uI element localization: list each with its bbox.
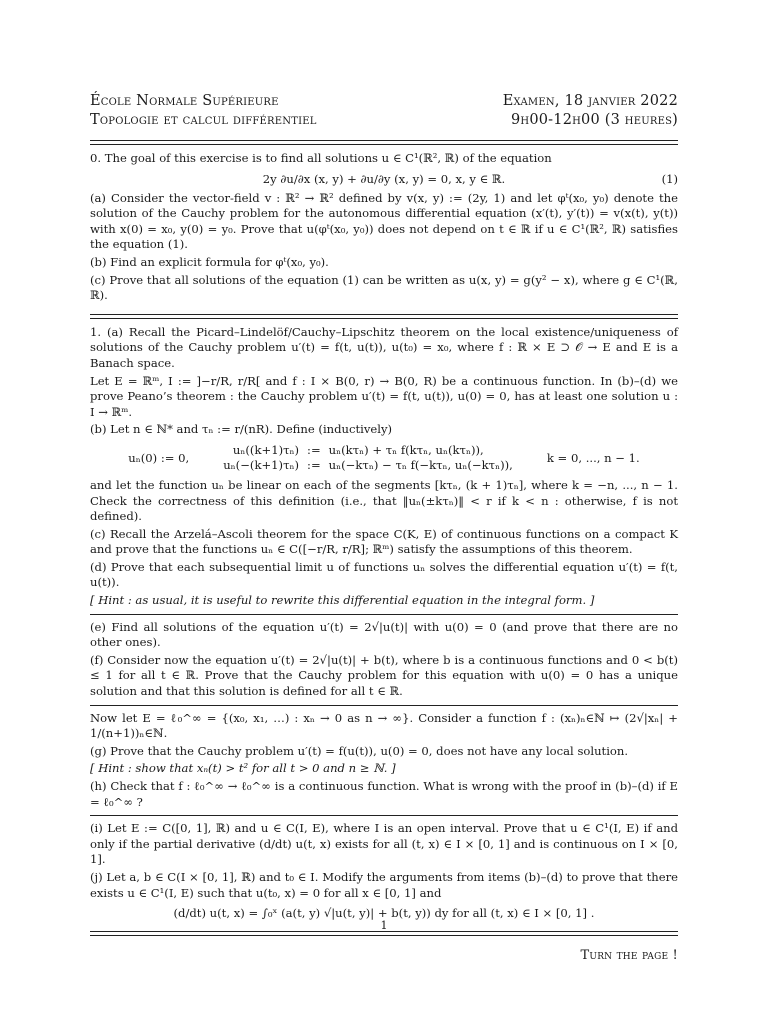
ex0-part-a: (a) Consider the vector-field v : ℝ² → ℝ² defined by v(x, y) := (2y, 1) and let φᵗ(x₀, y₀) denote the solution of the Cauchy problem for the autonomous differential equation (x′(t), y′(t)) = v(x(t), y(t)) with x(0) = x₀, y(0) = y₀. Prove that u(φᵗ(x₀, y₀)) does not depend on t ∈ ℝ if u ∈ C¹(ℝ², ℝ) satisfies the equation (1). [90,190,678,252]
sys-r1-def: := [307,442,321,457]
ex0-part-b: (b) Find an explicit formula for φᵗ(x₀, y₀). [90,254,329,269]
ex1-setup-2: Now let E = ℓ₀^∞ = {(x₀, x₁, …) : xₙ → 0 as n → ∞}. Consider a function f : (xₙ)ₙ∈ℕ ↦ (2√|xₙ| + 1/(n+1))ₙ∈ℕ. [90,710,678,741]
exam-page [90,92,678,963]
ex1-part-d: (d) Prove that each subsequential limit u of functions uₙ solves the differential equation u′(t) = f(t, u(t)). [90,559,678,590]
ex1-part-f: (f) Consider now the equation u′(t) = 2√|u(t)| + b(t), where b is a continuous functions and 0 < b(t) ≤ 1 for all t ∈ ℝ. Prove that the Cauchy problem for this equation with u(0) = 0 has a unique solution and that this solution is defined for all t ∈ ℝ. [90,652,678,699]
ex1-part-b: (b) Let n ∈ ℕ* and τₙ := r/(nR). Define (inductively) [90,422,393,437]
rule [90,705,678,706]
ex1-part-c: (c) Recall the Arzelá–Ascoli theorem for the space C(K, E) of continuous functions on a compact K and prove that the functions uₙ ∈ C([−r/R, r/R]; ℝᵐ) satisfy the assumptions of this theorem. [90,526,678,557]
turn-page-note: Turn the page ! [580,948,678,964]
rule [90,815,678,816]
ex0-intro: 0. The goal of this exercise is to find all solutions u ∈ C¹(ℝ², ℝ) of the equation [90,151,552,165]
equation-1 [90,171,678,187]
sys-table [219,443,517,473]
exam-header [90,92,678,130]
recursion-system [90,443,678,473]
ex1-part-j: (j) Let a, b ∈ C(I × [0, 1], ℝ) and t₀ ∈ I. Modify the arguments from items (b)–(d) to prove that there exists u ∈ C¹(I, E) such that u(t₀, x) = 0 for all x ∈ [0, 1] and [90,869,678,900]
ex1-part-g-hint: [ Hint : show that xₙ(t) > t² for all t > 0 and n ≥ ℕ. ] [90,761,396,776]
sys-r1-lhs: uₙ((k+1)τₙ) [232,442,300,457]
ex1-setup: Let E = ℝᵐ, I := ]−r/R, r/R[ and f : I × B(0, r) → B(0, R) be a continuous function. In (b)–(d) we prove Peano’s theorem : the Cauchy problem u′(t) = f(t, u(t)), u(0) = 0, has at least one solution u : I → ℝᵐ. [90,373,678,419]
course-name: Topologie et calcul différentiel [90,112,317,128]
sys-range: k = 0, ..., n − 1. [546,450,640,465]
equation-1-number: (1) [661,171,678,186]
exam-time: 9h00-12h00 (3 heures) [510,112,678,128]
exam-date: Examen, 18 janvier 2022 [502,93,678,109]
ex1-part-g: (g) Prove that the Cauchy problem u′(t) = f(u(t)), u(0) = 0, does not have any local solution. [90,743,629,758]
sys-r2-def: := [307,457,321,472]
ex1-part-h: (h) Check that f : ℓ₀^∞ → ℓ₀^∞ is a continuous function. What is wrong with the proof in (b)–(d) if E = ℓ₀^∞ ? [90,779,678,809]
sys-r2-lhs: uₙ(−(k+1)τₙ) [223,457,300,472]
ex0-part-c: (c) Prove that all solutions of the equation (1) can be written as u(x, y) = g(y² − x), where g ∈ C¹(ℝ, ℝ). [90,272,678,303]
school-name: École Normale Supérieure [90,93,279,109]
sys-initial: uₙ(0) := 0, [128,450,190,465]
ex1-part-b-cont: and let the function uₙ be linear on each of the segments [kτₙ, (k + 1)τₙ], where k = −n, ..., n − 1. Check the correctness of this definition (i.e., that ‖uₙ(±kτₙ)‖ < r if k < n : otherwise, f is not defined). [90,477,678,524]
sys-r2-rhs: uₙ(−kτₙ) − τₙ f(−kτₙ, uₙ(−kτₙ)), [328,457,513,472]
equation-j: (d/dt) u(t, x) = ∫₀ˣ (a(t, y) √|u(t, y)| + b(t, y)) dy for all (t, x) ∈ I × [0, 1] . [173,906,595,921]
ex1-part-d-hint: [ Hint : as usual, it is useful to rewrite this differential equation in the integral form. ] [90,593,595,608]
ex1-part-i: (i) Let E := C([0, 1], ℝ) and u ∈ C(I, E), where I is an open interval. Prove that u ∈ C¹(I, E) if and only if the partial derivative (d/dt) u(t, x) exists for all (t, x) ∈ I × [0, 1] and is continuous on I × [0, 1]. [90,821,678,867]
rule [90,614,678,615]
equation-1-body: 2y ∂u/∂x (x, y) + ∂u/∂y (x, y) = 0, x, y ∈ ℝ. [262,171,506,186]
double-rule [90,314,678,319]
ex1-part-a: 1. (a) Recall the Picard–Lindelöf/Cauchy–Lipschitz theorem on the local existence/uniqueness of solutions of the Cauchy problem u′(t) = f(t, u(t)), u(t₀) = x₀, where f : ℝ × E ⊃ 𝒪 → E and E is a Banach space. [90,324,678,370]
sys-r1-rhs: uₙ(kτₙ) + τₙ f(kτₙ, uₙ(kτₙ)), [328,442,484,457]
double-rule [90,140,678,145]
page-number: 1 [380,919,388,932]
ex1-part-e: (e) Find all solutions of the equation u′(t) = 2√|u(t)| with u(0) = 0 (and prove that there are no other ones). [90,619,678,650]
